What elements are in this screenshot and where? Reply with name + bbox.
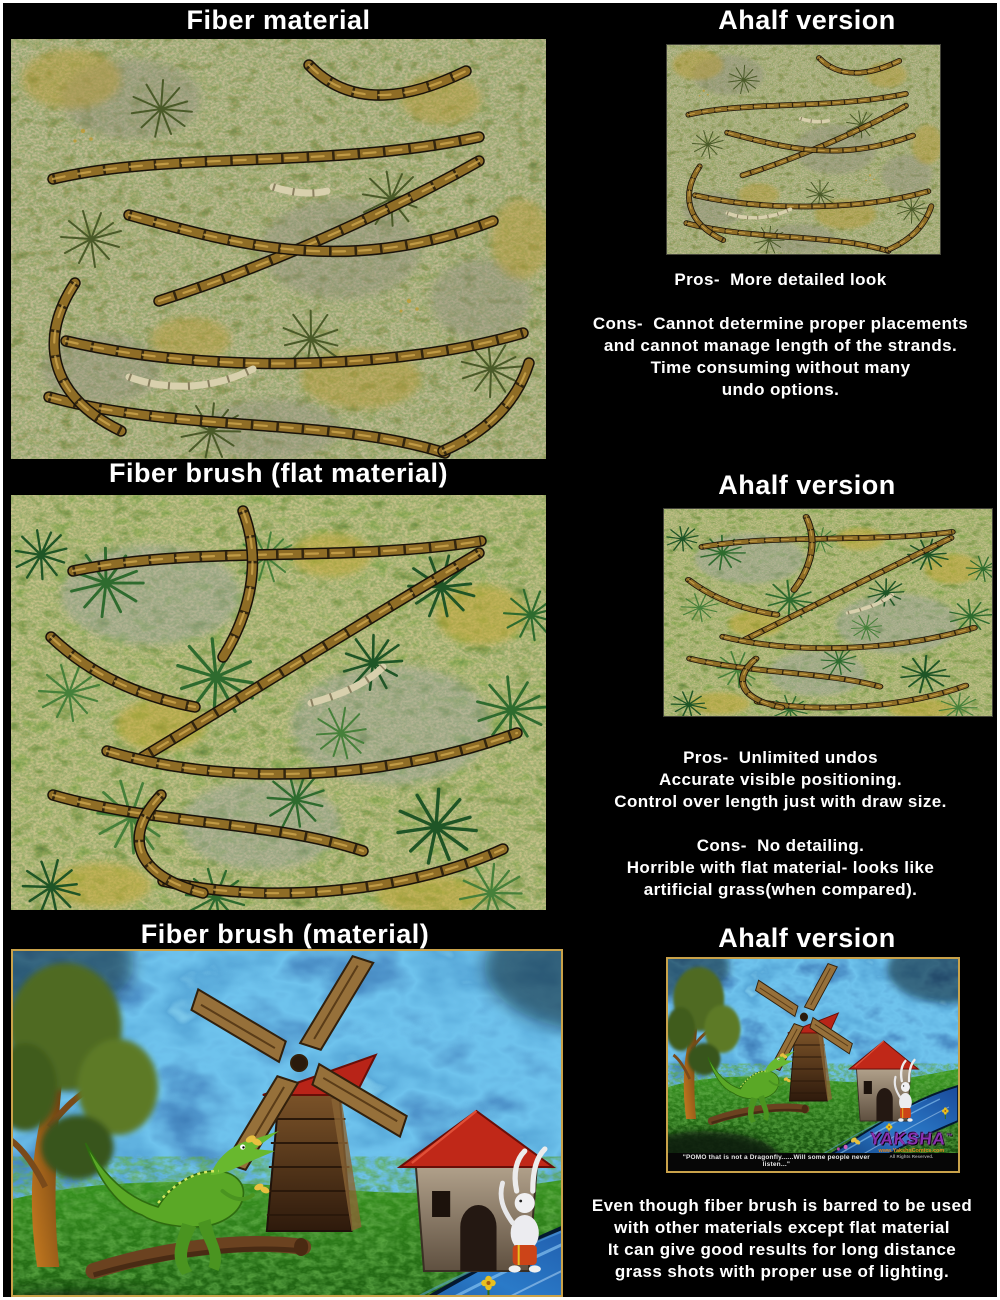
cons-line: undo options. [721,380,840,399]
scene-caption: "POMO that is not a Dragonfly......Will some people never listen..." [682,1154,871,1168]
pros-line: Pros- More detailed look [674,270,887,289]
windmill-scene-image [11,949,563,1297]
yaksha-logo-text: YAKSHA [868,1130,947,1149]
cons-line: artificial grass(when compared). [643,880,918,899]
note-line: with other materials except flat material [614,1218,950,1237]
fiber-brush-flat-image [11,495,546,910]
cons-line: and cannot manage length of the strands. [603,336,958,355]
pros-line: Accurate visible positioning. [658,770,903,789]
row3-note-text [566,1195,998,1283]
section-title-fiber-material: Fiber material [186,5,371,35]
row2-pros-cons-text [563,747,998,901]
cons-line: Cons- Cannot determine proper placements [592,314,969,333]
yaksha-logo-rights: All Rights Reserved. [889,1154,934,1159]
section-title-ahalf-1: Ahalf version [718,5,896,35]
note-line: It can give good results for long distance [607,1240,957,1259]
section-title-fiber-brush-flat: Fiber brush (flat material) [108,458,449,488]
pros-line: Control over length just with draw size. [614,792,947,811]
note-line: grass shots with proper use of lighting. [614,1262,950,1281]
cons-line: Cons- No detailing. [696,836,865,855]
yaksha-logo [870,1130,953,1159]
cons-line: Horrible with flat material- looks like [626,858,935,877]
windmill-scene-ahalf-image [666,957,960,1173]
section-title-fiber-brush-material: Fiber brush (material) [140,919,430,949]
note-line: Even though fiber brush is barred to be used [591,1196,973,1215]
section-title-ahalf-2: Ahalf version [718,470,896,500]
fiber-brush-flat-ahalf-image [663,508,993,717]
section-title-ahalf-3: Ahalf version [718,923,896,953]
fiber-material-image [11,39,546,459]
trademark-symbol: ™ [945,1134,954,1141]
pros-line: Pros- Unlimited undos [683,748,878,767]
row1-pros-cons-text [563,269,998,401]
fiber-material-ahalf-image [666,44,941,255]
cons-line: Time consuming without many [650,358,911,377]
yaksha-logo-url: www.YakshaComics.com [878,1148,945,1154]
